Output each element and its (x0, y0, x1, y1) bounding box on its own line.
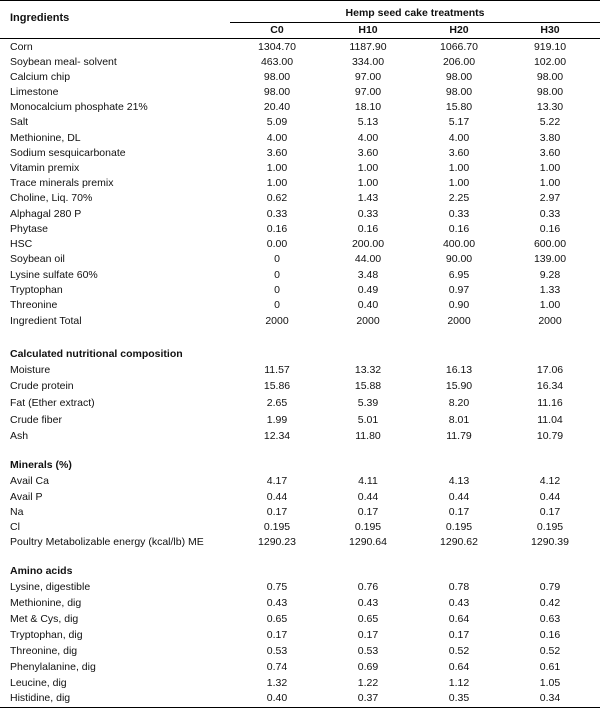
value-h10: 5.01 (357, 414, 379, 426)
value-h20: 0.17 (448, 506, 470, 518)
value-h10: 18.10 (354, 101, 382, 113)
value-h20: 0.16 (448, 223, 470, 235)
section-title-minerals: Minerals (%) (10, 459, 72, 471)
value-h20: 0.90 (448, 299, 470, 311)
row-label: Tryptophan (10, 284, 63, 296)
row-label: Moisture (10, 364, 51, 376)
table-row (0, 237, 600, 252)
value-h10: 97.00 (354, 86, 382, 98)
row-label: Leucine, dig (10, 677, 67, 689)
value-h20: 1.00 (448, 162, 470, 174)
value-h20: 0.64 (448, 661, 470, 673)
value-h20: 11.79 (446, 430, 472, 442)
value-h10: 0.43 (357, 597, 379, 609)
value-h20: 1.00 (448, 177, 470, 189)
value-h30: 919.10 (533, 41, 567, 53)
row-label: Threonine (10, 299, 58, 311)
table-row (0, 580, 600, 595)
value-h10: 1187.90 (349, 41, 387, 53)
row-label: Crude protein (10, 380, 74, 392)
value-c0: 2.65 (266, 397, 288, 409)
value-c0: 0.53 (266, 645, 288, 657)
value-h30: 17.06 (536, 364, 564, 376)
table-row (0, 413, 600, 428)
table-row (0, 535, 600, 550)
value-c0: 2000 (265, 315, 289, 327)
table-row (0, 505, 600, 520)
value-c0: 1.32 (266, 677, 288, 689)
value-c0: 0.00 (266, 238, 288, 250)
row-label: Trace minerals premix (10, 177, 114, 189)
value-h20: 0.43 (448, 597, 470, 609)
value-h30: 5.22 (539, 116, 561, 128)
value-h10: 0.76 (357, 581, 379, 593)
ingredients-header: Ingredients (10, 12, 70, 24)
table-row (0, 161, 600, 176)
value-h30: 1.00 (539, 162, 561, 174)
value-h20: 98.00 (445, 71, 473, 83)
row-label: Phytase (10, 223, 48, 235)
row-label: Soybean oil (10, 253, 65, 265)
value-c0: 0.44 (266, 491, 288, 503)
value-h10: 0.195 (354, 521, 382, 533)
column-header-c0: C0 (270, 24, 284, 36)
table-row (0, 252, 600, 267)
table-row (0, 283, 600, 298)
value-h10: 4.00 (357, 132, 379, 144)
value-h20: 400.00 (442, 238, 476, 250)
value-h30: 3.80 (539, 132, 561, 144)
value-h10: 0.44 (357, 491, 379, 503)
value-c0: 0 (274, 269, 280, 281)
value-h30: 3.60 (539, 147, 561, 159)
table-row (0, 660, 600, 675)
table-row (0, 429, 600, 444)
column-header-row (0, 23, 600, 38)
value-h30: 4.12 (539, 475, 561, 487)
value-h10: 3.60 (357, 147, 379, 159)
value-h30: 2.97 (539, 192, 561, 204)
value-h10: 1.22 (357, 677, 379, 689)
value-c0: 98.00 (263, 71, 291, 83)
row-label: Methionine, DL (10, 132, 81, 144)
value-h20: 0.52 (448, 645, 470, 657)
table-row (0, 268, 600, 283)
row-label: Cl (10, 521, 20, 533)
value-h20: 0.195 (445, 521, 473, 533)
value-h20: 0.64 (448, 613, 470, 625)
row-label: Avail P (10, 491, 43, 503)
value-h30: 0.17 (539, 506, 561, 518)
section-title-nutritional: Calculated nutritional composition (10, 348, 183, 360)
table-row (0, 146, 600, 161)
value-c0: 1.00 (266, 162, 288, 174)
value-h10: 1290.64 (349, 536, 387, 548)
value-c0: 20.40 (263, 101, 291, 113)
value-h20: 0.44 (448, 491, 470, 503)
value-c0: 0 (274, 253, 280, 265)
bottom-rule (0, 707, 600, 708)
table-row (0, 596, 600, 611)
value-h20: 0.97 (448, 284, 470, 296)
value-c0: 0.195 (263, 521, 291, 533)
value-h10: 0.16 (357, 223, 379, 235)
table-row (0, 490, 600, 505)
row-label: Met & Cys, dig (10, 613, 79, 625)
value-h20: 4.13 (448, 475, 470, 487)
value-h30: 139.00 (533, 253, 567, 265)
value-h10: 44.00 (354, 253, 382, 265)
value-c0: 3.60 (266, 147, 288, 159)
table-row (0, 676, 600, 691)
value-h20: 8.20 (448, 397, 470, 409)
value-c0: 1290.23 (258, 536, 296, 548)
table-row (0, 55, 600, 70)
section-title-amino-acids: Amino acids (10, 565, 73, 577)
table-row (0, 474, 600, 489)
value-h30: 1.00 (539, 177, 561, 189)
value-c0: 0.62 (266, 192, 288, 204)
value-h30: 0.16 (539, 223, 561, 235)
row-label: Lysine sulfate 60% (10, 269, 98, 281)
row-label: Histidine, dig (10, 692, 71, 704)
row-label: Methionine, dig (10, 597, 82, 609)
value-h10: 200.00 (351, 238, 385, 250)
value-h30: 16.34 (536, 380, 564, 392)
value-h30: 0.16 (539, 629, 561, 641)
value-h30: 1290.39 (531, 536, 569, 548)
value-h20: 5.17 (448, 116, 470, 128)
row-label: Tryptophan, dig (10, 629, 83, 641)
value-h10: 4.11 (358, 475, 378, 487)
table-row (0, 100, 600, 115)
value-h10: 1.00 (357, 177, 379, 189)
value-h10: 5.13 (357, 116, 379, 128)
value-c0: 463.00 (260, 56, 294, 68)
value-c0: 5.09 (266, 116, 288, 128)
value-h10: 0.37 (357, 692, 379, 704)
value-c0: 15.86 (263, 380, 291, 392)
table-row (0, 222, 600, 237)
value-c0: 0.17 (266, 629, 288, 641)
value-c0: 0.16 (266, 223, 288, 235)
value-h10: 13.32 (354, 364, 382, 376)
row-label: HSC (10, 238, 33, 250)
table-row (0, 131, 600, 146)
row-label: Phenylalanine, dig (10, 661, 96, 673)
value-h10: 0.49 (357, 284, 379, 296)
value-h20: 0.33 (448, 208, 470, 220)
value-h30: 0.44 (539, 491, 561, 503)
value-c0: 0.65 (266, 613, 288, 625)
value-h30: 98.00 (536, 86, 564, 98)
value-h20: 0.35 (448, 692, 470, 704)
value-h20: 0.17 (448, 629, 470, 641)
value-h20: 6.95 (448, 269, 470, 281)
value-h30: 0.52 (539, 645, 561, 657)
value-h20: 98.00 (445, 86, 473, 98)
value-h30: 0.33 (539, 208, 561, 220)
value-h20: 15.90 (445, 380, 473, 392)
table-row (0, 691, 600, 706)
row-label: Alphagal 280 P (10, 208, 82, 220)
value-h30: 2000 (538, 315, 562, 327)
row-label: Na (10, 506, 24, 518)
table-row (0, 363, 600, 378)
value-h20: 90.00 (445, 253, 473, 265)
value-h10: 0.17 (357, 629, 379, 641)
table-row (0, 644, 600, 659)
value-h20: 2000 (447, 315, 471, 327)
value-h10: 5.39 (357, 397, 379, 409)
row-label: Corn (10, 41, 33, 53)
value-h10: 0.69 (357, 661, 379, 673)
value-h10: 15.88 (354, 380, 382, 392)
row-label: Limestone (10, 86, 59, 98)
value-h20: 4.00 (448, 132, 470, 144)
table-row (0, 70, 600, 85)
row-label: Soybean meal- solvent (10, 56, 117, 68)
value-c0: 0 (274, 299, 280, 311)
value-h10: 0.40 (357, 299, 379, 311)
value-c0: 1304.70 (258, 41, 296, 53)
row-label: Fat (Ether extract) (10, 397, 95, 409)
value-h30: 1.05 (539, 677, 561, 689)
value-h30: 10.79 (536, 430, 564, 442)
value-h20: 1.12 (448, 677, 470, 689)
row-label: Crude fiber (10, 414, 62, 426)
value-c0: 0.75 (266, 581, 288, 593)
table-row (0, 314, 600, 329)
row-label: Calcium chip (10, 71, 71, 83)
value-h10: 0.17 (357, 506, 379, 518)
table-row (0, 176, 600, 191)
column-header-h30: H30 (540, 24, 560, 36)
section-title-row (0, 458, 600, 473)
value-h10: 334.00 (351, 56, 385, 68)
table-row (0, 520, 600, 535)
table-row (0, 379, 600, 394)
value-h30: 11.16 (537, 397, 563, 409)
value-h20: 2.25 (448, 192, 470, 204)
value-h10: 0.53 (357, 645, 379, 657)
value-h30: 9.28 (539, 269, 561, 281)
row-label: Sodium sesquicarbonate (10, 147, 126, 159)
section-title-row (0, 347, 600, 362)
row-label: Threonine, dig (10, 645, 78, 657)
value-h30: 1.00 (539, 299, 561, 311)
value-h30: 0.61 (539, 661, 561, 673)
column-header-h20: H20 (449, 24, 469, 36)
value-h10: 11.80 (355, 430, 381, 442)
top-rule (0, 0, 600, 1)
value-h30: 1.33 (539, 284, 561, 296)
value-h10: 2000 (356, 315, 380, 327)
row-label: Ingredient Total (10, 315, 82, 327)
value-h30: 13.30 (536, 101, 564, 113)
value-h20: 0.78 (448, 581, 470, 593)
value-h10: 97.00 (354, 71, 382, 83)
table-row (0, 40, 600, 55)
value-c0: 1.00 (266, 177, 288, 189)
section-title-row (0, 564, 600, 579)
value-c0: 98.00 (263, 86, 291, 98)
value-c0: 4.00 (266, 132, 288, 144)
row-label: Salt (10, 116, 29, 128)
row-label: Ash (10, 430, 29, 442)
value-h30: 0.34 (539, 692, 561, 704)
value-c0: 0.40 (266, 692, 288, 704)
value-h10: 0.33 (357, 208, 379, 220)
value-c0: 1.99 (266, 414, 288, 426)
value-h20: 1290.62 (440, 536, 478, 548)
value-h30: 0.42 (539, 597, 561, 609)
value-h30: 11.04 (537, 414, 563, 426)
table-row (0, 628, 600, 643)
value-h30: 98.00 (536, 71, 564, 83)
value-h30: 600.00 (533, 238, 567, 250)
table-row (0, 191, 600, 206)
value-h10: 1.00 (357, 162, 379, 174)
row-label: Monocalcium phosphate 21% (10, 101, 148, 113)
table-row (0, 298, 600, 313)
value-h10: 3.48 (357, 269, 379, 281)
value-h20: 206.00 (442, 56, 476, 68)
value-h20: 1066.70 (440, 41, 478, 53)
row-label: Poultry Metabolizable energy (kcal/lb) ME (10, 536, 204, 548)
value-h10: 1.43 (357, 192, 379, 204)
table-row (0, 396, 600, 411)
value-c0: 4.17 (266, 475, 288, 487)
value-c0: 0.33 (266, 208, 288, 220)
value-h20: 16.13 (445, 364, 473, 376)
value-h30: 0.63 (539, 613, 561, 625)
value-h30: 102.00 (533, 56, 567, 68)
value-c0: 11.57 (264, 364, 290, 376)
row-label: Choline, Liq. 70% (10, 192, 93, 204)
table-row (0, 115, 600, 130)
table-row (0, 612, 600, 627)
row-label: Avail Ca (10, 475, 49, 487)
row-label: Lysine, digestible (10, 581, 91, 593)
value-h20: 15.80 (445, 101, 473, 113)
value-h30: 0.195 (536, 521, 564, 533)
table-row (0, 207, 600, 222)
value-c0: 12.34 (263, 430, 291, 442)
value-h30: 0.79 (539, 581, 561, 593)
value-h10: 0.65 (357, 613, 379, 625)
column-header-h10: H10 (358, 24, 378, 36)
treatments-header: Hemp seed cake treatments (345, 7, 485, 19)
value-c0: 0 (274, 284, 280, 296)
row-label: Vitamin premix (10, 162, 80, 174)
value-c0: 0.17 (266, 506, 288, 518)
table-row (0, 85, 600, 100)
value-h20: 3.60 (448, 147, 470, 159)
value-c0: 0.43 (266, 597, 288, 609)
value-h20: 8.01 (448, 414, 470, 426)
header-bottom-rule (0, 38, 600, 39)
value-c0: 0.74 (266, 661, 288, 673)
